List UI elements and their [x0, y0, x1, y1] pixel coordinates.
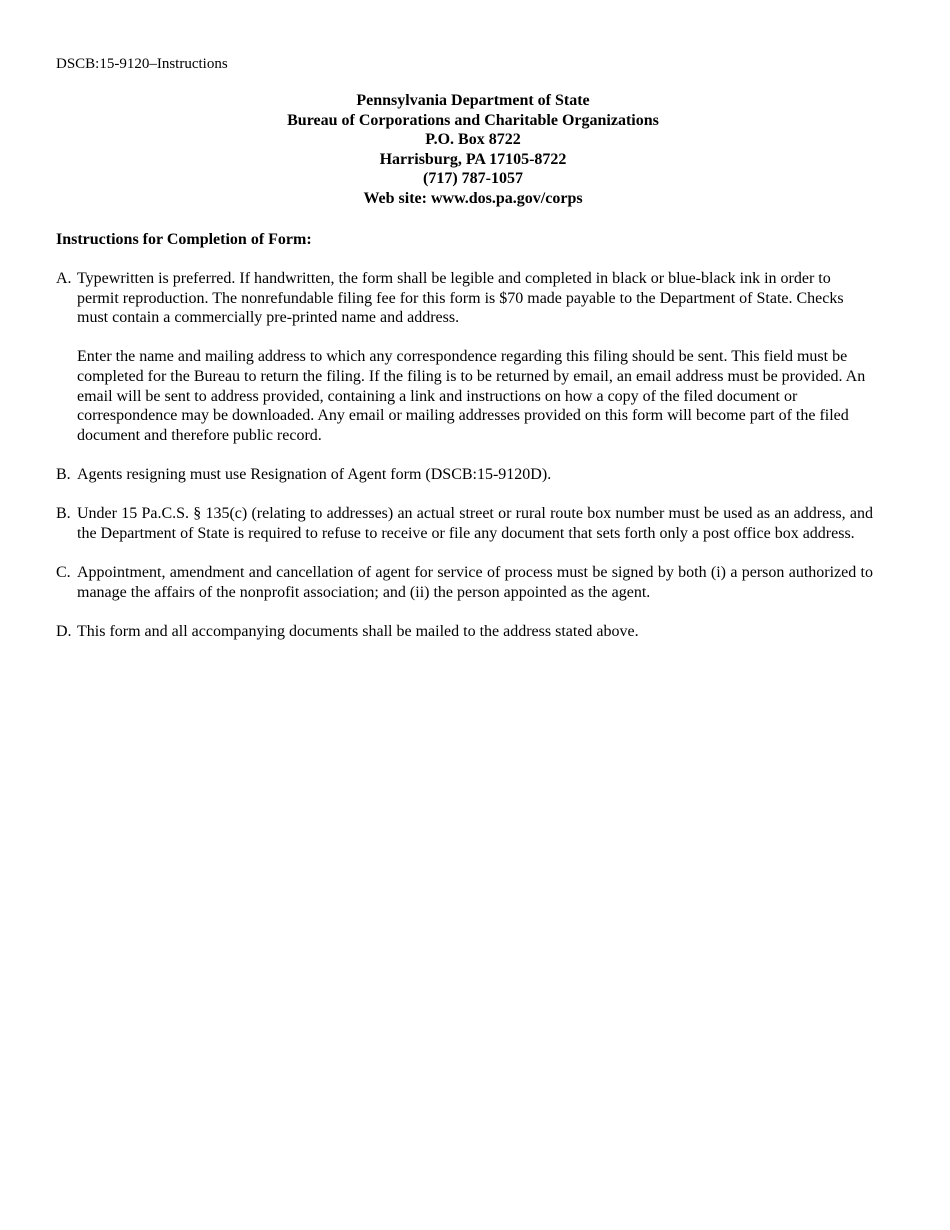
item-letter: A. [56, 270, 72, 287]
instructions-heading: Instructions for Completion of Form: [56, 231, 312, 248]
item-paragraph: Under 15 Pa.C.S. § 135(c) (relating to addresses) an actual street or rural route box number must be used as an address, and the Department of State is required to refuse to receive or file any document that sets forth only a post office box address. [77, 505, 873, 542]
item-paragraph: Appointment, amendment and cancellation of agent for service of process must be signed by both (i) a person authorized to manage the affairs of the nonprofit association; and (ii) the person appointed as the agent. [77, 563, 873, 601]
bureau-name: Bureau of Corporations and Charitable Organizations [287, 111, 659, 129]
agency-header [0, 91, 946, 209]
phone-number: (717) 787-1057 [423, 170, 523, 188]
instruction-item-b-resignation [56, 465, 873, 485]
instruction-item-d [56, 622, 873, 642]
item-paragraph: Typewritten is preferred. If handwritten, the form shall be legible and completed in black or blue-black ink in order to permit reproduction. The nonrefundable filing fee for this form is $70 made payable to the Department of State. Checks must contain a commercially pre-printed name and address. [77, 270, 844, 327]
item-letter: C. [56, 563, 71, 581]
form-id: DSCB:15-9120–Instructions [56, 56, 228, 72]
item-letter: B. [56, 465, 71, 483]
item-letter: D. [56, 622, 72, 640]
agency-name: Pennsylvania Department of State [356, 92, 590, 109]
item-paragraph: This form and all accompanying documents shall be mailed to the address stated above. [77, 622, 639, 640]
item-paragraph: Enter the name and mailing address to which any correspondence regarding this filing should be sent. This field must be completed for the Bureau to return the filing. If the filing is to be returned by email, an email address must be provided. An email will be sent to address provided, containing a link and instructions on how a copy of the filed document or correspondence may be downloaded. Any email or mailing addresses provided on this form will become part of the filed document and therefore public record. [77, 348, 866, 444]
po-box: P.O. Box 8722 [425, 131, 521, 149]
website: Web site: www.dos.pa.gov/corps [363, 189, 583, 207]
item-paragraph: Agents resigning must use Resignation of Agent form (DSCB:15-9120D). [77, 465, 552, 483]
instruction-item-c [56, 563, 873, 602]
instruction-item-b-address [56, 504, 873, 543]
item-letter: B. [56, 505, 71, 523]
instructions-list [56, 269, 873, 661]
instruction-item-a [56, 269, 873, 445]
city-state-zip: Harrisburg, PA 17105-8722 [379, 150, 567, 168]
